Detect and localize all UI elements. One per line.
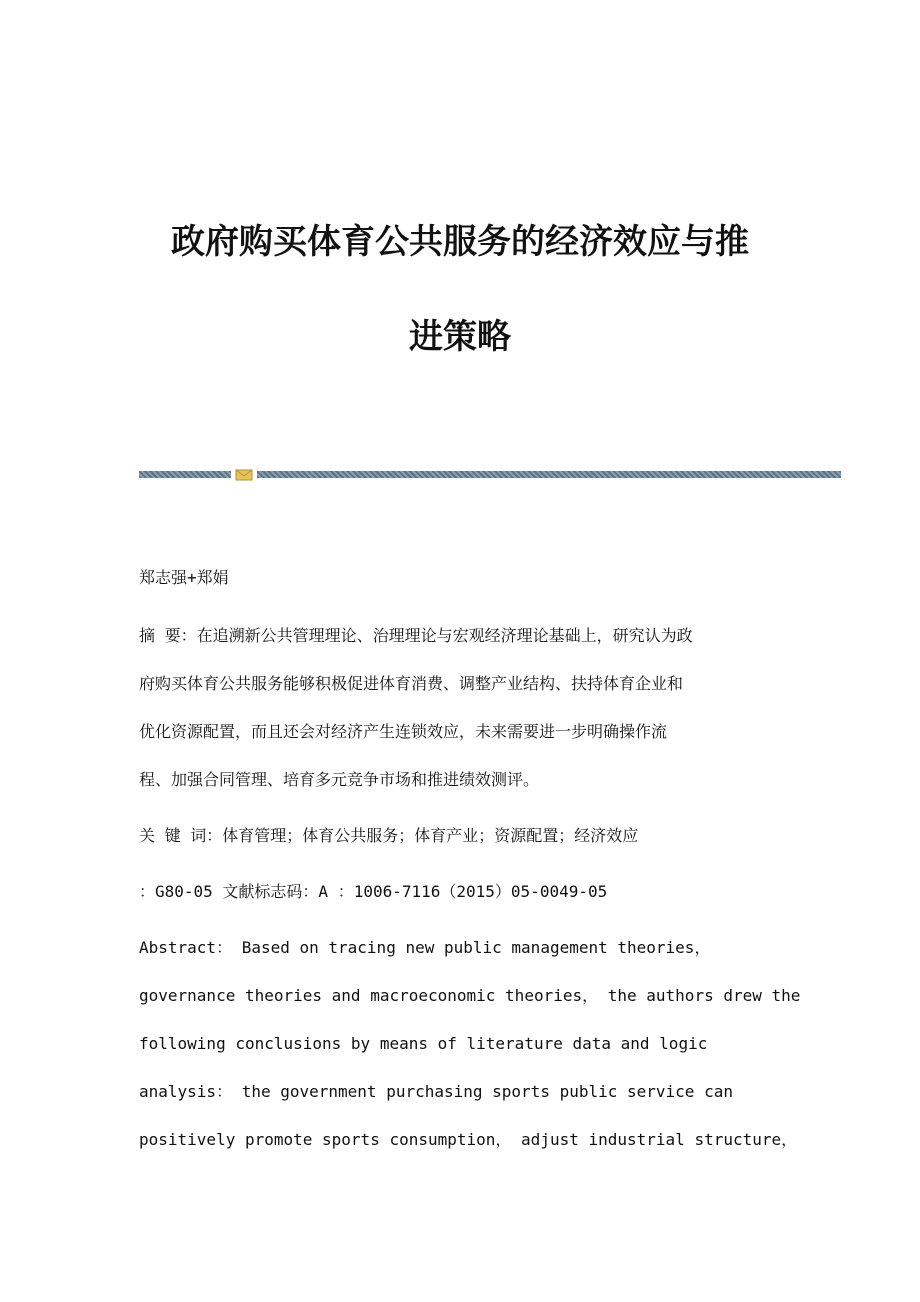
title-line-2: 进策略 <box>409 317 511 357</box>
abstract-en-line-5: positively promote sports consumption， adjust industrial structure， <box>139 1130 798 1149</box>
divider-bar-left <box>139 471 231 478</box>
divider-bar-right <box>257 471 841 478</box>
envelope-icon <box>235 469 253 481</box>
authors: 郑志强+郑娟 <box>139 568 229 587</box>
abstract-en-line-4: analysis： the government purchasing sports public service can <box>139 1082 733 1101</box>
title-line-1: 政府购买体育公共服务的经济效应与推 <box>171 222 749 262</box>
classification-info: ：G80-05 文献标志码：A ：1006-7116（2015）05-0049-05 <box>139 882 608 901</box>
abstract-cn-line-3: 优化资源配置，而且还会对经济产生连锁效应，未来需要进一步明确操作流 <box>139 722 668 741</box>
abstract-cn-line-1: 摘 要：在追溯新公共管理理论、治理理论与宏观经济理论基础上，研究认为政 <box>139 626 693 645</box>
title-divider <box>139 469 841 481</box>
abstract-cn-line-4: 程、加强合同管理、培育多元竞争市场和推进绩效测评。 <box>139 770 540 789</box>
abstract-en-line-1: Abstract： Based on tracing new public management theories， <box>139 938 711 957</box>
abstract-cn-line-2: 府购买体育公共服务能够积极促进体育消费、调整产业结构、扶持体育企业和 <box>139 674 684 693</box>
abstract-en-line-2: governance theories and macroeconomic theories， the authors drew the <box>139 986 801 1005</box>
keywords: 关 键 词：体育管理；体育公共服务；体育产业；资源配置；经济效应 <box>139 826 639 845</box>
abstract-en-line-3: following conclusions by means of literature data and logic <box>139 1034 708 1053</box>
